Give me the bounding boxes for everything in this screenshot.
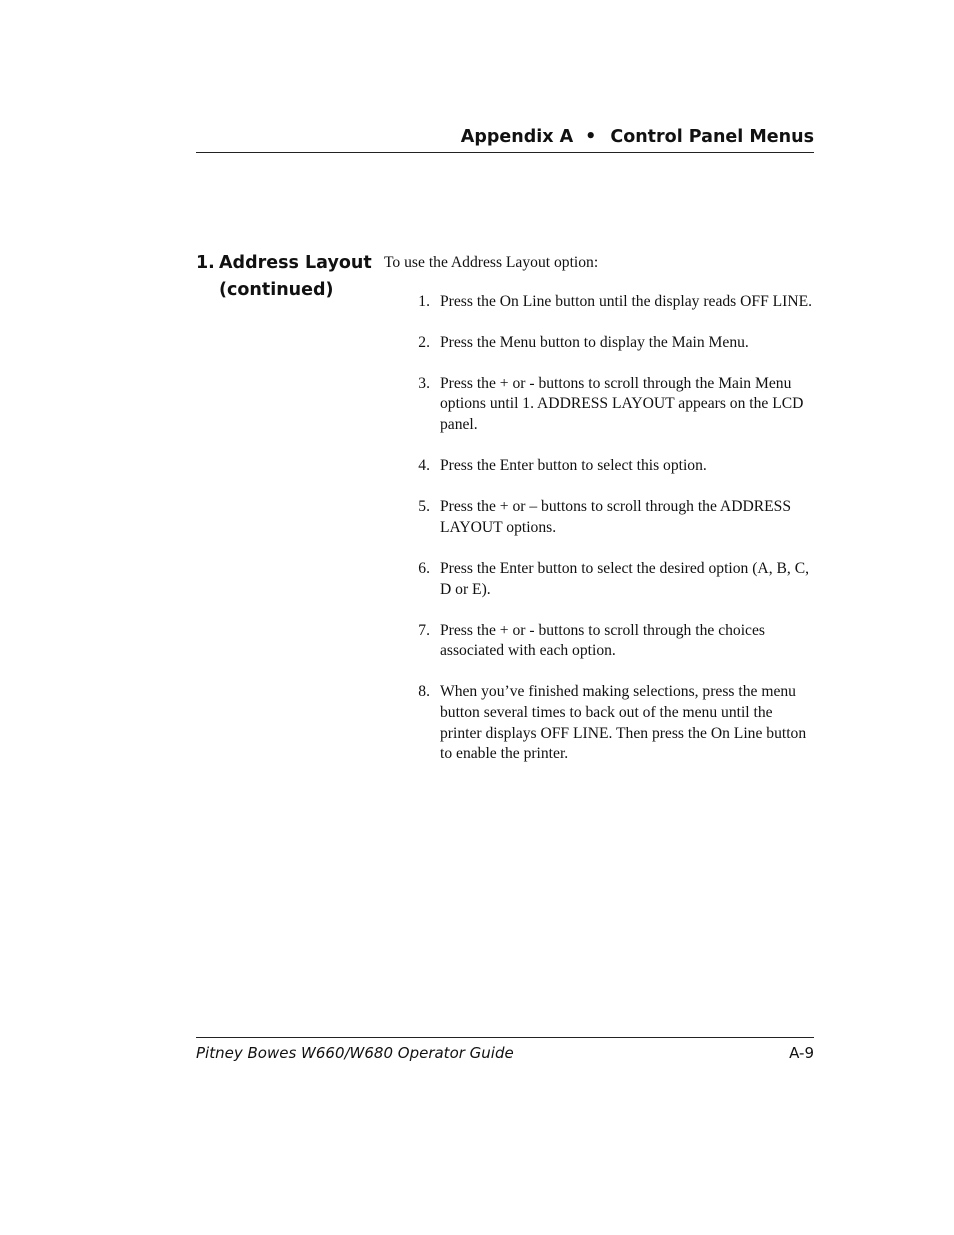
list-item bbox=[384, 559, 816, 600]
list-item bbox=[384, 456, 816, 477]
step-number: 4. bbox=[418, 457, 430, 475]
step-text: Press the Menu button to display the Main Menu. bbox=[440, 333, 749, 351]
step-text: Press the + or - buttons to scroll through the Main Menu options until 1. ADDRESS LAYOUT appears on the LCD panel. bbox=[440, 374, 804, 434]
intro-paragraph: To use the Address Layout option: bbox=[384, 254, 599, 271]
step-number: 1. bbox=[418, 292, 430, 310]
step-number: 3. bbox=[418, 374, 430, 392]
step-text: Press the + or – buttons to scroll through the ADDRESS LAYOUT options. bbox=[440, 498, 791, 536]
step-number: 8. bbox=[418, 683, 430, 701]
list-item bbox=[384, 374, 816, 436]
step-text: Press the Enter button to select the desired option (A, B, C, D or E). bbox=[440, 559, 809, 598]
list-item bbox=[384, 682, 816, 765]
section-heading bbox=[196, 250, 376, 304]
page-footer bbox=[196, 1037, 814, 1062]
step-number: 7. bbox=[418, 621, 430, 639]
body-text bbox=[384, 253, 816, 785]
step-text: Press the + or - buttons to scroll through the choices associated with each option. bbox=[440, 621, 765, 660]
guide-title: Pitney Bowes W660/W680 Operator Guide bbox=[196, 1044, 514, 1062]
chapter-label: Appendix A bbox=[460, 127, 574, 147]
list-item bbox=[384, 333, 816, 354]
section-title: Address Layout bbox=[219, 253, 372, 273]
list-item bbox=[384, 621, 816, 662]
section-heading-line-1 bbox=[196, 250, 376, 277]
step-number: 6. bbox=[418, 559, 430, 577]
list-item bbox=[384, 497, 816, 538]
list-item bbox=[384, 292, 816, 313]
chapter-title: Control Panel Menus bbox=[610, 127, 814, 147]
running-header bbox=[196, 122, 814, 153]
step-text: Press the On Line button until the display reads OFF LINE. bbox=[440, 292, 813, 310]
step-number: 5. bbox=[418, 498, 430, 516]
steps-list bbox=[384, 292, 816, 765]
step-text: When you’ve finished making selections, press the menu button several times to back out of the menu until the printer displays OFF LINE. Then press the On Line button to enable the printer. bbox=[440, 683, 807, 763]
bullet-separator: • bbox=[585, 127, 597, 147]
section-continued-label: (continued) bbox=[219, 280, 334, 300]
page-number: A-9 bbox=[789, 1044, 814, 1062]
step-number: 2. bbox=[418, 333, 430, 351]
step-text: Press the Enter button to select this option. bbox=[440, 457, 707, 475]
section-number: 1. bbox=[196, 253, 215, 273]
